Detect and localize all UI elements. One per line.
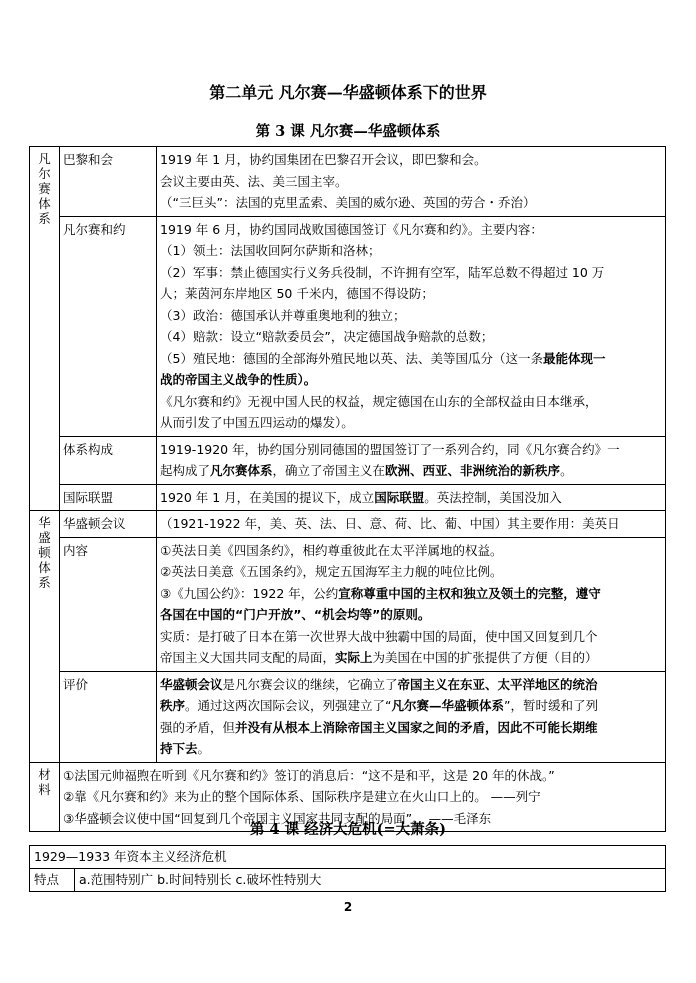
row-washington-conference — [30, 511, 666, 538]
row-league-of-nations — [30, 484, 666, 511]
row-content: 华盛顿会议是凡尔赛会议的继续，它确立了帝国主义在东亚、太平洋地区的统治 秩序。通过这两次国际会议，列强建立了“凡尔赛—华盛顿体系”，暂时缓和了列 强的矛盾，但并没有从根本上消除帝国主义国家之间的矛盾，因此不可能长期维 持下去。 — [157, 671, 666, 762]
row-content: 1919 年 6 月，协约国同战败国德国签订《凡尔赛和约》。主要内容： （1）领土：法国收回阿尔萨斯和洛林； （2）军事：禁止德国实行义务兵役制，不许拥有空军，陆军总数不得超过 10 万 人；莱茵河东岸地区 50 千米内，德国不得设防； （3）政治：德国承认并尊重奥地利的独立； （4）赔款：设立“赔款委员会”，决定德国战争赔款的总数； （5）殖民地：德国的全部海外殖民地以英、法、美等国瓜分（这一条最能体现一 战的帝国主义战争的性质）。 《凡尔赛和约》无视中国人民的权益，规定德国在山东的全部权益由日本继承， 从而引发了中国五四运动的爆发）。 — [157, 216, 666, 436]
row-evaluation — [30, 671, 666, 762]
row-versailles-treaty — [30, 216, 666, 436]
crisis-table — [29, 845, 666, 892]
row-paris-conference — [30, 147, 666, 217]
row-system-composition — [30, 436, 666, 484]
row-label: 内容 — [60, 537, 157, 671]
materials-label: 材 料 — [30, 762, 60, 832]
versailles-label: 凡 尔 赛 体 系 — [30, 147, 60, 511]
materials-content: ①法国元帅福煦在听到《凡尔赛和约》签订的消息后：“这不是和平，这是 20 年的休战。” ②靠《凡尔赛和约》来为止的整个国际体系、国际秩序是建立在火山口上的。 ——列宁 ③华盛顿会议使中国“回复到几个帝国主义国家共同支配的局面”。 ——毛泽东 — [60, 762, 666, 832]
row-label: 凡尔赛和约 — [60, 216, 157, 436]
page-number: 2 — [343, 900, 353, 914]
row-label: 华盛顿会议 — [60, 511, 157, 538]
row-content: 1920 年 1 月，在美国的提议下，成立国际联盟。英法控制，美国没加入 — [157, 484, 666, 511]
row-label: 体系构成 — [60, 436, 157, 484]
lesson3-table — [29, 146, 666, 832]
crisis-feature-row — [30, 869, 666, 892]
row-content: （1921-1922 年，美、英、法、日、意、荷、比、葡、中国）其主要作用：美英日 — [157, 511, 666, 538]
lesson3-title: 第 3 课 凡尔赛—华盛顿体系 — [255, 123, 441, 140]
feature-text: a.范围特别广 b.时间特别长 c.破坏性特别大 — [75, 869, 666, 892]
lesson4-title: 第 4 课 经济大危机(=大萧条) — [249, 821, 447, 838]
row-content: ①英法日美《四国条约》，相约尊重彼此在太平洋属地的权益。 ②英法日美意《五国条约》，规定五国海军主力舰的吨位比例。 ③《九国公约》：1922 年，公约宣称尊重中国的主权和独立及领土的完整，遵守 各国在中国的“门户开放”、“机会均等”的原则。 实质：是打破了日本在第一次世界大战中独霸中国的局面，使中国又回复到几个 帝国主义大国共同支配的局面，实际上为美国在中国的扩张提供了方便（目的） — [157, 537, 666, 671]
row-label: 国际联盟 — [60, 484, 157, 511]
crisis-header-row — [30, 846, 666, 869]
crisis-header: 1929—1933 年资本主义经济危机 — [30, 846, 666, 869]
row-content: 1919-1920 年，协约国分别同德国的盟国签订了一系列合约，同《凡尔赛合约》一 起构成了凡尔赛体系，确立了帝国主义在欧洲、西亚、非洲统治的新秩序。 — [157, 436, 666, 484]
row-washington-content — [30, 537, 666, 671]
row-content: 1919 年 1 月，协约国集团在巴黎召开会议，即巴黎和会。 会议主要由英、法、美三国主宰。 （“三巨头”：法国的克里孟索、美国的威尔逊、英国的劳合・乔治） — [157, 147, 666, 217]
washington-label: 华 盛 顿 体 系 — [30, 511, 60, 763]
row-label: 评价 — [60, 671, 157, 762]
unit-title: 第二单元 凡尔赛—华盛顿体系下的世界 — [209, 83, 487, 102]
row-label: 巴黎和会 — [60, 147, 157, 217]
feature-label: 特点 — [30, 869, 75, 892]
